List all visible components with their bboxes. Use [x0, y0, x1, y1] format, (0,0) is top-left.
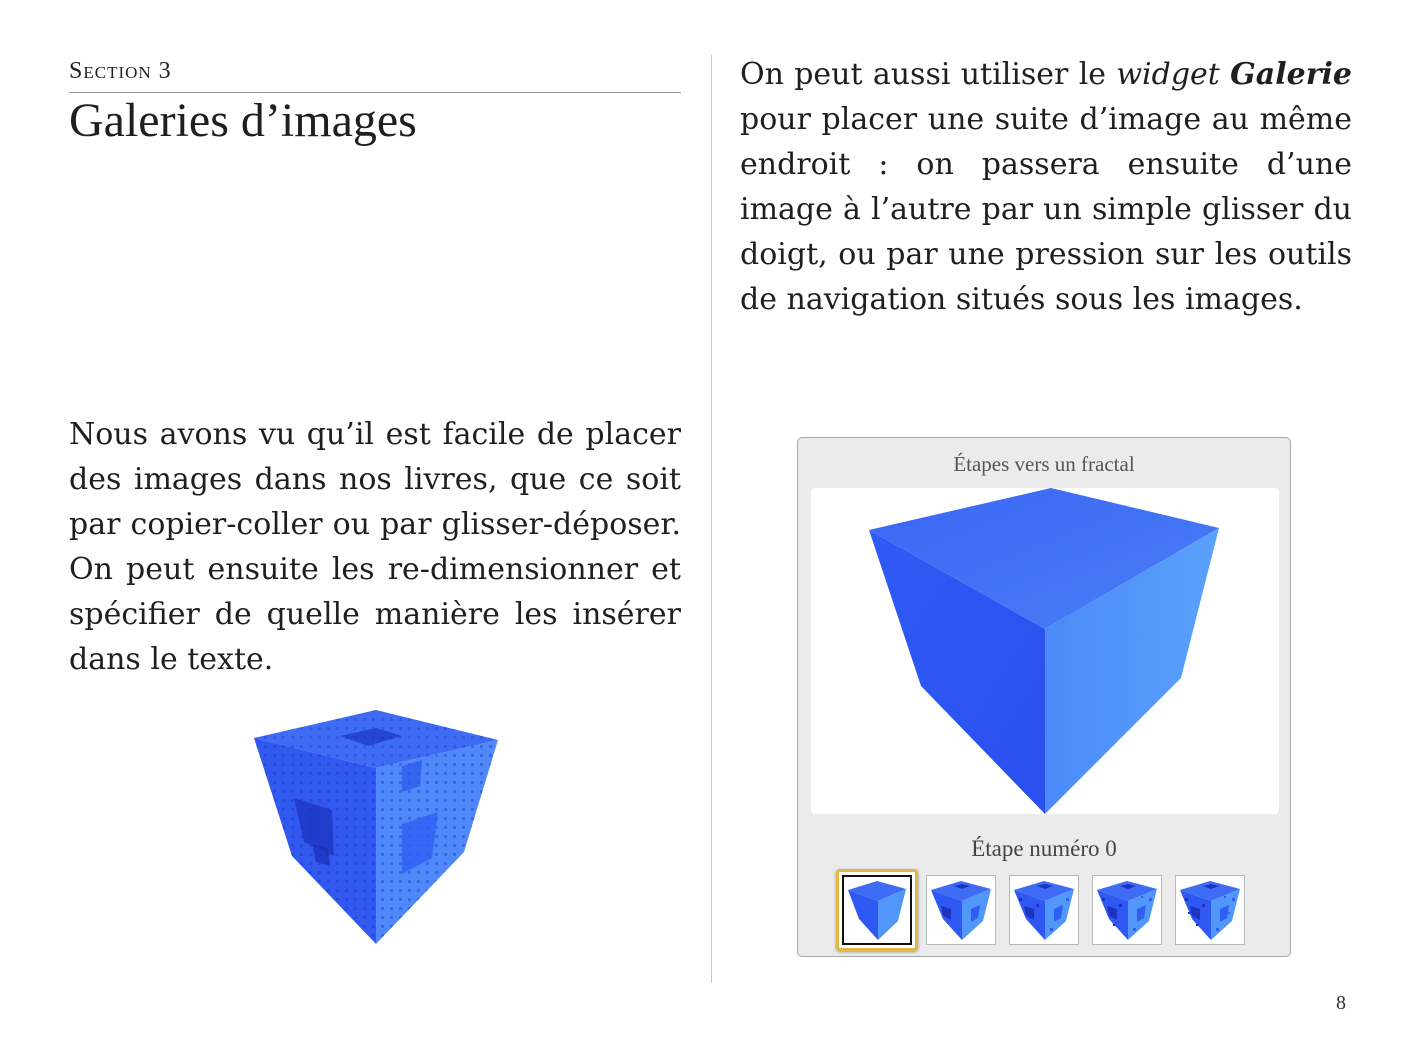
right-paragraph-bold: Galerie: [1230, 57, 1352, 92]
gallery-main-image[interactable]: [811, 488, 1279, 814]
menger-step-3-icon: [1093, 876, 1161, 944]
left-paragraph: Nous avons vu qu’il est facile de placer des images dans nos livres, que ce soit par copier-coller ou par glisser-déposer. On peut ensuite les re-dimensionner et spécifier de quelle manière les insérer dans le texte.: [69, 417, 681, 677]
right-paragraph-italic: widget: [1116, 57, 1220, 92]
thumbnail-2[interactable]: [926, 875, 996, 945]
section-label: Section 3: [69, 58, 172, 84]
page-title: Galeries d’images: [69, 94, 417, 147]
menger-step-2-icon: [1010, 876, 1078, 944]
menger-sponge-image: [252, 706, 500, 946]
column-divider: [711, 55, 712, 983]
right-paragraph: [740, 52, 1352, 322]
gallery-step-label: Étape numéro 0: [971, 836, 1117, 861]
cube-icon: [842, 875, 912, 945]
right-paragraph-text-1: On peut aussi utiliser le: [740, 57, 1117, 92]
page-number: 8: [1336, 992, 1346, 1014]
thumbnail-1[interactable]: [836, 869, 918, 951]
thumbnail-4[interactable]: [1092, 875, 1162, 945]
thumbnail-5[interactable]: [1175, 875, 1245, 945]
menger-step-4-icon: [1176, 876, 1244, 944]
gallery-caption: Étapes vers un fractal: [953, 452, 1135, 476]
menger-step-1-icon: [927, 876, 995, 944]
right-paragraph-text-2: pour placer une suite d’image au même endroit : on passera ensuite d’une image à l’autre par un simple glisser du doigt, ou par une pression sur les outils de navigation situés sous les images.: [740, 102, 1352, 317]
thumbnail-3[interactable]: [1009, 875, 1079, 945]
gallery-widget[interactable]: [797, 437, 1291, 957]
